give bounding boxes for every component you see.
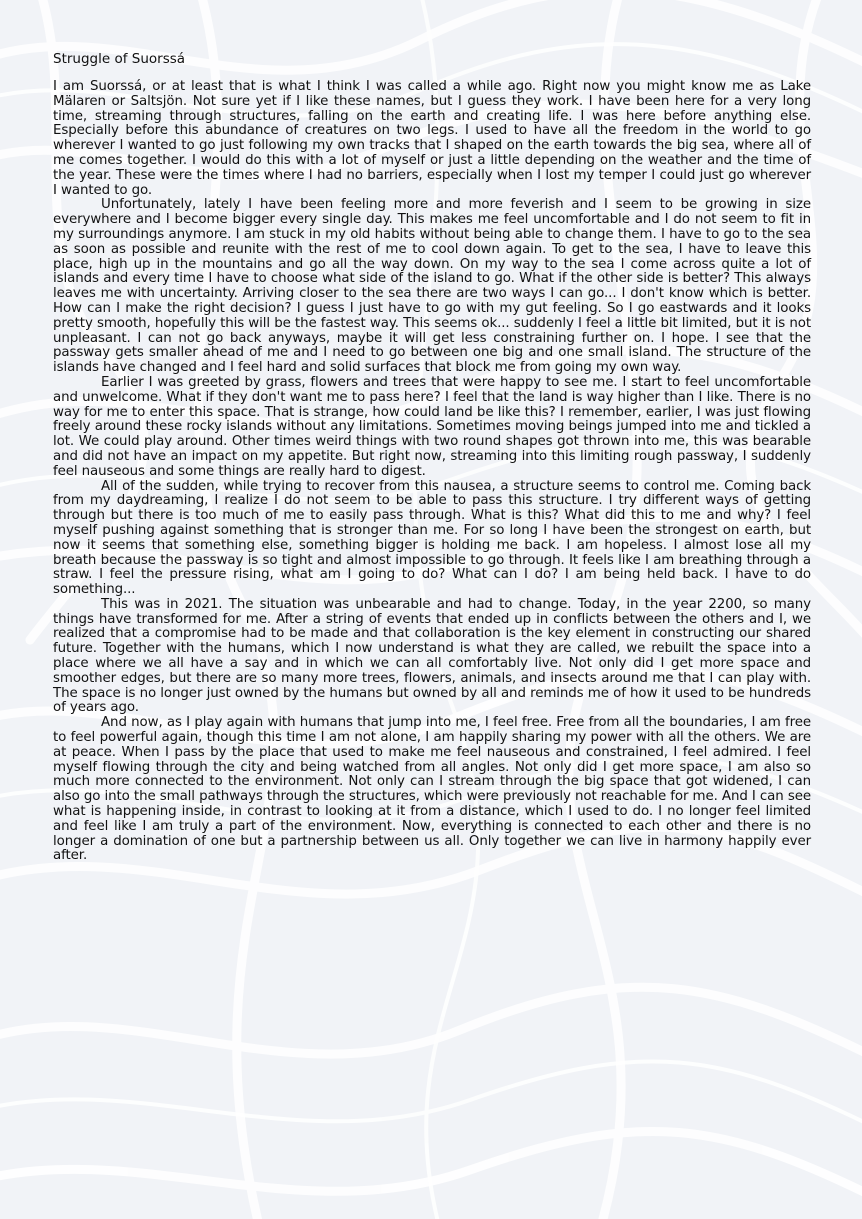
paragraph: Earlier I was greeted by grass, flowers and trees that were happy to see me. I start to feel uncomfortable and unwelcome. What if they don't want me to pass here? I feel that the land is way higher than I like. There is no way for me to enter this space. That is strange, how could land be like this? I remember, earlier, I was just flowing freely around these rocky islands without any limitations. Sometimes moving beings jumped into me and tickled a lot. We could play around. Other times weird things with two round shapes got thrown into me, this was bearable and did not have an impact on my appetite. But right now, streaming into this limiting rough passway, I suddenly feel nauseous and some things are really hard to digest. [53,374,811,479]
paragraph: All of the sudden, while trying to recover from this nausea, a structure seems to control me. Coming back from my daydreaming, I realize I do not seem to be able to pass this structure. I try different ways of getting through but there is too much of me to easily pass through. What is this? What did this to me and why? I feel myself pushing against something that is stronger than me. For so long I have been the strongest on earth, but now it seems that something else, something bigger is holding me back. I am hopeless. I almost lose all my breath because the passway is so tight and almost impossible to go through. It feels like I am breathing through a straw. I feel the pressure rising, what am I going to do? What can I do? I am being held back. I have to do something... [53,478,811,598]
paragraph: Unfortunately, lately I have been feeling more and more feverish and I seem to be growing in size everywhere and I become bigger every single day. This makes me feel uncomfortable and I do not seem to fit in my surroundings anymore. I am stuck in my old habits without being able to change them. I have to go to the sea as soon as possible and reunite with the rest of me to cool down again. To get to the sea, I have to leave this place, high up in the mountains and go all the way down. On my way to the sea I come across quite a lot of islands and every time I have to choose what side of the island to go. What if the other side is better? This always leaves me with uncertainty. Arriving closer to the sea there are two ways I can go... I don't know which is better. How can I make the right decision? I guess I just have to go with my gut feeling. So I go eastwards and it looks pretty smooth, hopefully this will be the fastest way. This seems ok... suddenly I feel a little bit limited, but it is not unpleasant. I can not go back anyways, maybe it will get less constraining further on. I hope. I see that the passway gets smaller ahead of me and I need to go between one big and one small island. The structure of the islands have changed and I feel hard and solid surfaces that block me from going my own way. [53,197,811,376]
document-page [53,50,811,864]
paragraph: This was in 2021. The situation was unbearable and had to change. Today, in the year 2200, so many things have transformed for me. After a string of events that ended up in conflicts between the others and I, we realized that a compromise had to be made and that collaboration is the key element in constructing our shared future. Together with the humans, which I now understand is what they are called, we rebuilt the space into a place where we all have a say and in which we can all comfortably live. Not only did I get more space and smoother edges, but there are so many more trees, flowers, animals, and insects around me that I can play with. The space is no longer just owned by the humans but owned by all and reminds me of how it used to be hundreds of years ago. [53,596,811,716]
document-title: Struggle of Suorssá [53,51,186,67]
paragraph: I am Suorssá, or at least that is what I think I was called a while ago. Right now you might know me as Lake Mälaren or Saltsjön. Not sure yet if I like these names, but I guess they work. I have been here for a very long time, streaming through structures, falling on the earth and creating life. I was here before anything else. Especially before this abundance of creatures on two legs. I used to have all the freedom in the world to go wherever I wanted to go just following my own tracks that I shaped on the earth towards the big sea, where all of me comes together. I would do this with a lot of myself or just a little depending on the weather and the time of the year. These were the times where I had no barriers, especially when I lost my temper I could just go wherever I wanted to go. [53,79,811,198]
document-body [53,80,811,864]
paragraph: And now, as I play again with humans that jump into me, I feel free. Free from all the boundaries, I am free to feel powerful again, though this time I am not alone, I am happily sharing my power with all the others. We are at peace. When I pass by the place that used to make me feel nauseous and constrained, I feel admired. I feel myself flowing through the city and being watched from all angles. Not only did I get more space, I am also so much more connected to the environment. Not only can I stream through the big space that got widened, I can also go into the small pathways through the structures, which were previously not reachable for me. And I can see what is happening inside, in contrast to looking at it from a distance, which I used to do. I no longer feel limited and feel like I am truly a part of the environment. Now, everything is connected to each other and there is no longer a domination of one but a partnership between us all. Only together we can live in harmony happily ever after. [53,715,811,864]
